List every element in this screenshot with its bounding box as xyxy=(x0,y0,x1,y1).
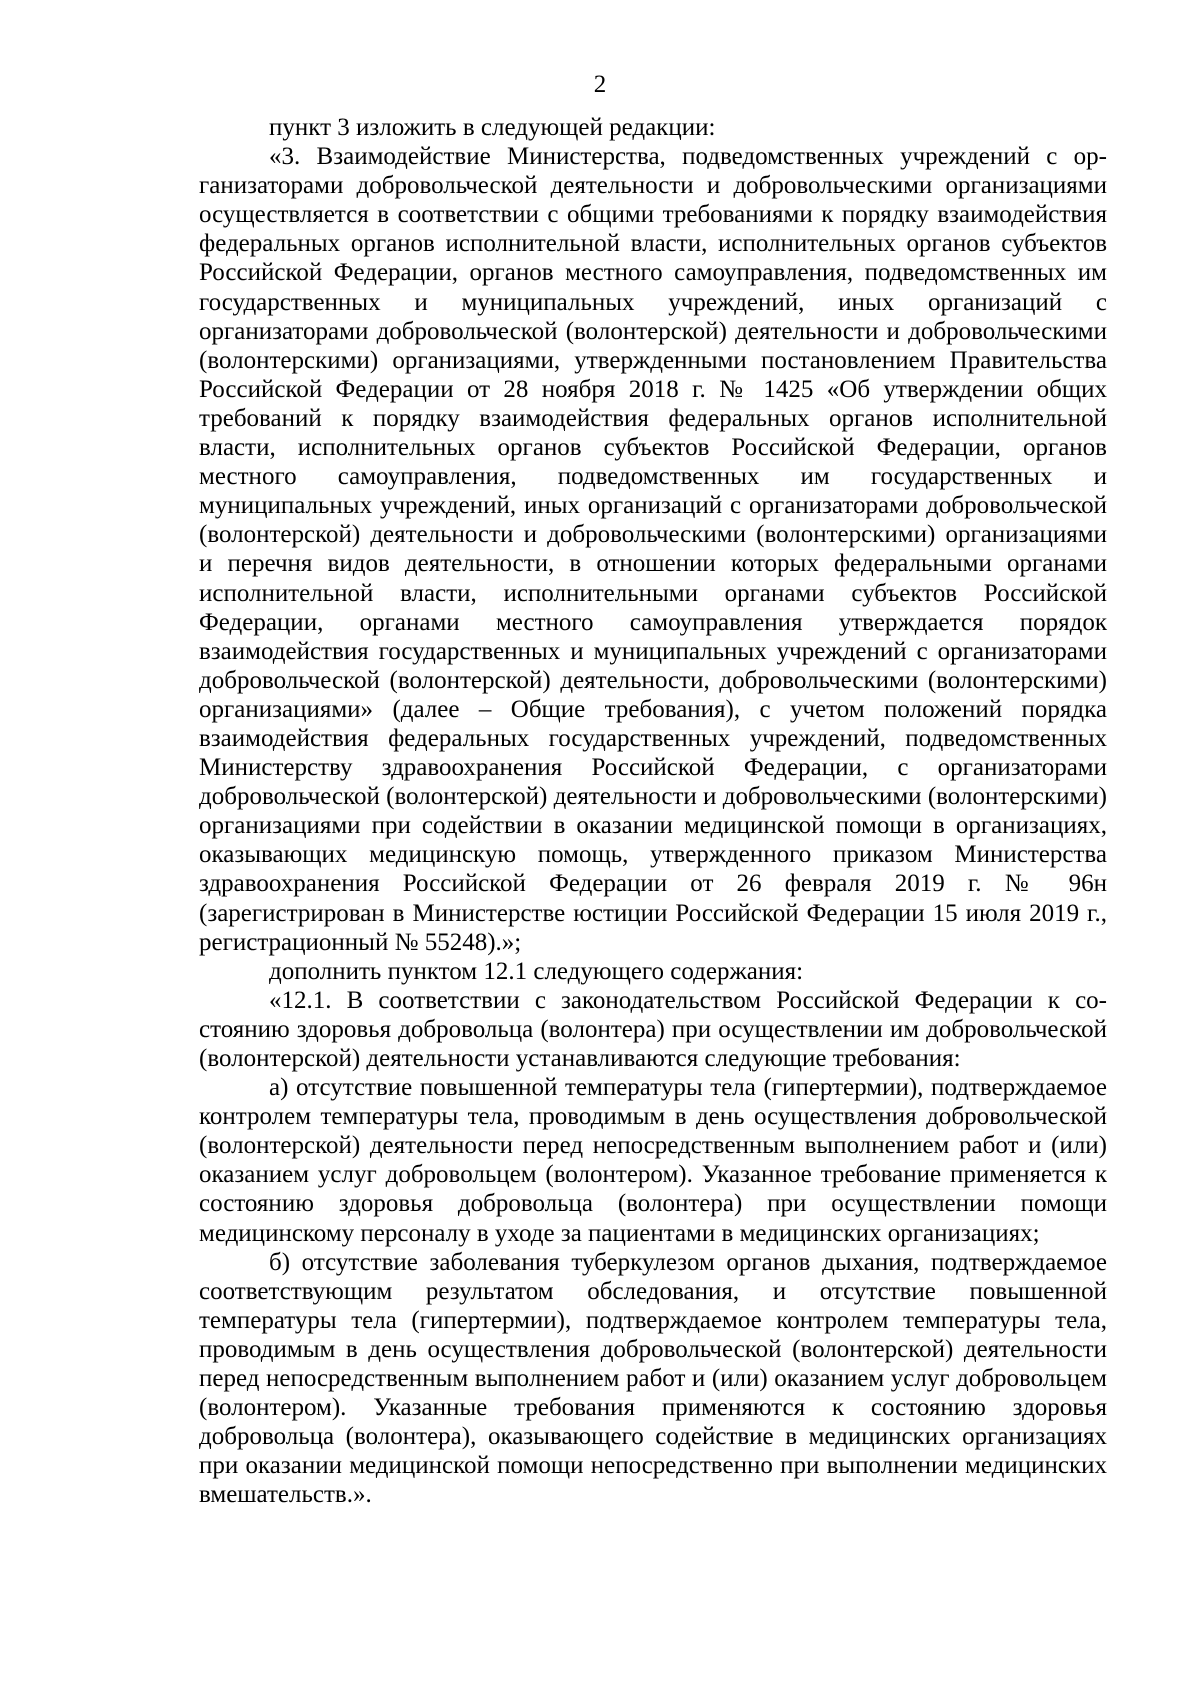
page-number: 2 xyxy=(593,71,607,98)
amend-point-12-1-intro: дополнить пунктом 12.1 следующего содержания: xyxy=(269,957,804,985)
document-body xyxy=(199,113,1107,1510)
requirement-b: б) отсутствие заболевания туберкулезом органов дыхания, подтверждаемое соответствующим результатом обследования, и отсутствие повышенной температуры тела (гипертермии), подтверждаемое контролем температуры тела, проводимым в день осуществления добровольческой (волонтерской) деятельности перед непосредственным выполнением работ и (или) оказанием услуг добровольцем (волонтером). Указанные требования применяются к состоянию здоровья добровольца (волонтера), оказывающего содействие в медицинских организациях при оказании медицинской помощи непосредственно при выполнении медицинских вмешательств.». xyxy=(199,1248,1107,1509)
requirement-a: а) отсутствие повышенной температуры тела (гипертермии), подтверждаемое контролем температуры тела, проводимым в день осуществления добровольческой (волонтерской) деятельности перед непосредственным выполнением работ и (или) оказанием услуг добровольцем (волонтером). Указанное требование применяется к состоянию здоровья добровольца (волонтера) при осуществлении помощи медицинскому персоналу в уходе за пациентами в медицинских организациях; xyxy=(199,1074,1107,1247)
amend-point-3-intro: пункт 3 изложить в следующей редакции: xyxy=(269,114,716,141)
point-3-text: «3. Взаимодействие Министерства, подведомственных учреждений с организаторами добровольческой деятельности и добровольческими организациями осуществляется в соответствии с общими требованиями к порядку взаимодействия федеральных органов исполнительной власти, исполнительных органов субъектов Российской Федерации, органов местного самоуправления, подведомственных им государственных и муниципальных учреждений, иных организаций с организаторами добровольческой (волонтерской) деятельности и добровольческими (волонтерскими) организациями, утвержденными постановлением Правительства Российской Федерации от 28 ноября 2018 г. № 1425 «Об утверждении общих требований к порядку взаимодействия федеральных органов исполнительной власти, исполнительных органов субъектов Российской Федерации, органов местного самоуправления, подведомственных им государственных и муниципальных учреждений, иных организаций с организаторами добровольческой (волонтерской) деятельности и добровольческими (волонтерскими) организациями и перечня видов деятельности, в отношении которых федеральными органами исполнительной власти, исполнительными органами субъектов Российской Федерации, органами местного самоуправления утверждается порядок взаимодействия государственных и муниципальных учреждений с организаторами добровольческой (волонтерской) деятельности, добровольческими (волонтерскими) организациями» (далее – Общие требования), с учетом положений порядка взаимодействия федеральных государственных учреждений, подведомственных Министерству здравоохранения Российской Федерации, с организаторами добровольческой (волонтерской) деятельности и добровольческими (волонтерскими) организациями при содействии в оказании медицинской помощи в организациях, оказывающих медицинскую помощь, утвержденного приказом Министерства здравоохранения Российской Федерации от 26 февраля 2019 г. № 96н (зарегистрирован в Министерстве юстиции Российской Федерации 15 июля 2019 г., регистрационный № 55248).»; xyxy=(199,143,1107,956)
point-12-1-text: «12.1. В соответствии с законодательством Российской Федерации к состоянию здоровья добровольца (волонтера) при осуществлении им добровольческой (волонтерской) деятельности устанавливаются следующие требования: xyxy=(199,986,1107,1072)
